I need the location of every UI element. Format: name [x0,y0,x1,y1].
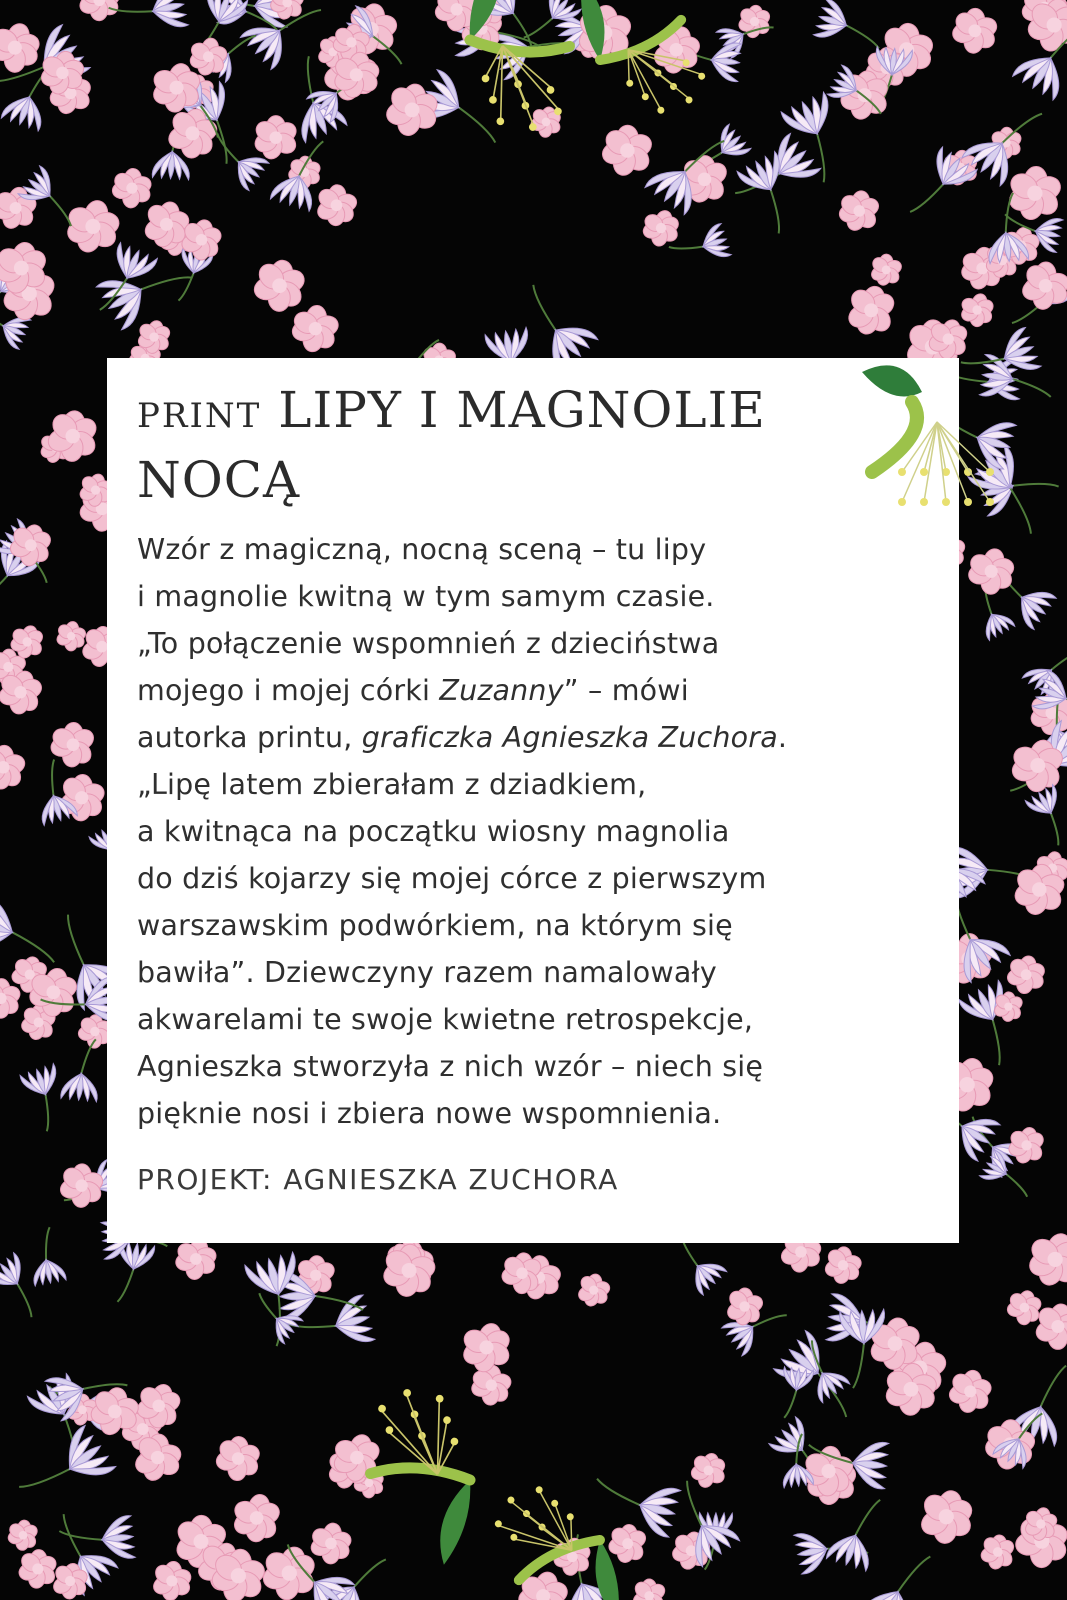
description-line [137,1090,937,1137]
description-line [137,902,937,949]
carnation-blossom-icon [607,1524,648,1564]
magnolia-flower-icon [13,1425,116,1521]
magnolia-flower-icon [20,1063,75,1133]
carnation-blossom-icon [260,1544,318,1600]
carnation-blossom-icon [7,1519,40,1551]
description-line [137,949,937,996]
carnation-blossom-icon [17,1549,59,1589]
description-run: . [777,721,788,754]
carnation-blossom-icon [252,259,307,312]
description-line [137,1043,937,1090]
description-run: Agnieszka stworzyła z nich wzór – niech się [137,1050,764,1083]
carnation-blossom-icon [979,1534,1016,1570]
carnation-blossom-icon [215,1436,262,1481]
carnation-blossom-icon [951,8,999,54]
carnation-blossom-icon [0,21,41,72]
carnation-blossom-icon [470,1365,513,1406]
carnation-blossom-icon [917,1488,975,1544]
carnation-blossom-icon [651,24,702,75]
carnation-blossom-icon [1006,1289,1043,1325]
carnation-blossom-icon [1020,261,1067,311]
magnolia-flower-icon [24,1226,66,1286]
carnation-blossom-icon [460,1321,513,1374]
carnation-blossom-icon [151,1560,193,1600]
carnation-blossom-icon [64,198,121,255]
carnation-blossom-icon [55,621,87,651]
linden-sprig-icon [842,352,1042,552]
carnation-blossom-icon [947,1369,993,1414]
description-text [137,526,937,1137]
description-italic-run: graficzka Agnieszka Zuchora [361,721,778,754]
text-card [107,358,959,1243]
description-line [137,667,937,714]
description-run: mojego i mojej córki [137,674,440,707]
carnation-blossom-icon [49,722,97,768]
title-main: LIPY I MAGNOLIE NOCĄ [137,381,766,509]
carnation-blossom-icon [309,1522,353,1564]
linden-sprig-icon [353,1385,487,1568]
carnation-blossom-icon [600,125,655,178]
carnation-blossom-icon [959,292,995,327]
description-line [137,573,937,620]
design-credit: PROJEKT: AGNIESZKA ZUCHORA [137,1163,619,1196]
description-line [137,714,937,761]
carnation-blossom-icon [290,305,340,354]
magnolia-flower-icon [862,1540,938,1600]
title-prefix: PRINT [137,396,262,436]
linden-sprig-icon [488,1472,631,1600]
carnation-blossom-icon [1007,1126,1046,1165]
description-run: pięknie nosi i zbiera nowe wspomnienia. [137,1097,722,1130]
description-line [137,526,937,573]
description-run: autorka printu, [137,721,362,754]
carnation-blossom-icon [641,208,680,247]
description-run: bawiła”. Dziewczyny razem namalowały [137,956,717,989]
description-line [137,620,937,667]
carnation-blossom-icon [1026,1231,1067,1289]
magnolia-flower-icon [107,0,189,42]
carnation-blossom-icon [1006,955,1047,995]
carnation-blossom-icon [838,190,882,233]
carnation-blossom-icon [252,116,300,162]
description-line [137,996,937,1043]
carnation-blossom-icon [384,82,440,138]
description-run: „To połączenie wspomnień z dzieciństwa [137,627,720,660]
description-run: „Lipę latem zbierałam z dziadkiem, [137,768,647,801]
description-run: i magnolie kwitną w tym samym czasie. [137,580,715,613]
carnation-blossom-icon [631,1579,668,1600]
carnation-blossom-icon [1006,166,1064,222]
description-run: warszawskim podwórkiem, na którym się [137,909,733,942]
carnation-blossom-icon [174,1237,218,1281]
carnation-blossom-icon [111,168,153,209]
description-run: akwarelami te swoje kwietne retrospekcje, [137,1003,754,1036]
carnation-blossom-icon [869,254,903,287]
carnation-blossom-icon [967,547,1016,595]
magnolia-flower-icon [1025,784,1067,848]
description-run: ” – mówi [563,674,689,707]
carnation-blossom-icon [823,1246,862,1284]
description-line [137,761,937,808]
carnation-blossom-icon [725,1288,765,1326]
description-italic-run: Zuzanny [439,674,564,707]
description-line [137,808,937,855]
carnation-blossom-icon [314,184,358,226]
page-title [137,378,907,512]
carnation-blossom-icon [57,774,107,822]
carnation-blossom-icon [0,745,27,791]
carnation-blossom-icon [690,1452,728,1490]
description-line [137,855,937,902]
carnation-blossom-icon [231,1492,283,1542]
carnation-blossom-icon [576,1273,611,1307]
description-run: Wzór z magiczną, nocną sceną – tu lipy [137,533,707,566]
magnolia-flower-icon [958,980,1032,1069]
description-run: do dziś kojarzy się mojej córce z pierwszym [137,862,767,895]
description-run: a kwitnąca na początku wiosny magnolia [137,815,730,848]
carnation-blossom-icon [845,284,898,337]
